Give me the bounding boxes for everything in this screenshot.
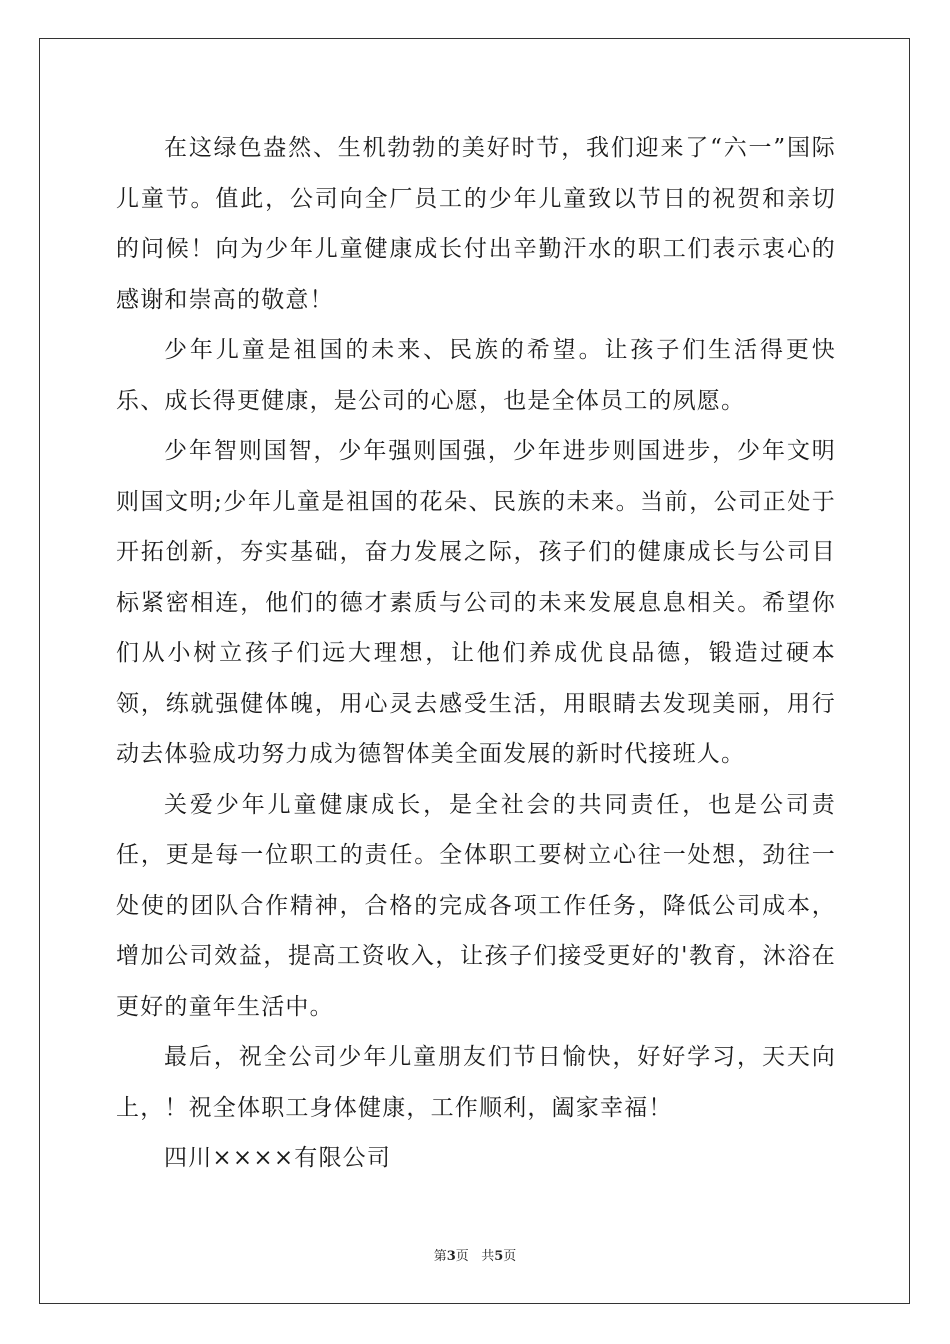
- footer-page-prefix: 第: [433, 1249, 447, 1264]
- footer-total-suffix: 页: [503, 1249, 517, 1264]
- footer-total-pages: 5: [494, 1249, 504, 1264]
- paragraph-youth: 少年智则国智，少年强则国强，少年进步则国进步，少年文明则国文明;少年儿童是祖国的花朵、民族的未来。当前，公司正处于开拓创新，夯实基础，奋力发展之际，孩子们的健康成长与公司目标紧密相连，他们的德才素质与公司的未来发展息息相关。希望你们从小树立孩子们远大理想，让他们养成优良品德，锻造过硬本领，练就强健体魄，用心灵去感受生活，用眼睛去发现美丽，用行动去体验成功努力成为德智体美全面发展的新时代接班人。: [116, 438, 836, 767]
- paragraph-greeting: 在这绿色盎然、生机勃勃的美好时节，我们迎来了“六一”国际儿童节。值此，公司向全厂员工的少年儿童致以节日的祝贺和亲切的问候！向为少年儿童健康成长付出辛勤汗水的职工们表示衷心的感谢和崇高的敬意！: [116, 135, 836, 313]
- paragraph-responsibility: 关爱少年儿童健康成长，是全社会的共同责任，也是公司责任，更是每一位职工的责任。全体职工要树立心往一处想，劲往一处使的团队合作精神，合格的完成各项工作任务，降低公司成本，增加公司效益，提高工资收入，让孩子们接受更好的'教育，沐浴在更好的童年生活中。: [116, 791, 836, 1020]
- footer-page-number: 3: [446, 1249, 456, 1264]
- document-body: [116, 123, 836, 1184]
- footer-total-prefix: 共: [481, 1249, 495, 1264]
- paragraph-future: 少年儿童是祖国的未来、民族的希望。让孩子们生活得更快乐、成长得更健康，是公司的心愿，也是全体员工的夙愿。: [116, 337, 836, 414]
- paragraph-closing: 最后，祝全公司少年儿童朋友们节日愉快，好好学习，天天向上，！祝全体职工身体健康，工作顺利，阖家幸福！: [116, 1044, 836, 1121]
- page-footer: [0, 1245, 950, 1264]
- signature-company: 四川××××有限公司: [164, 1145, 392, 1171]
- footer-page-suffix: 页: [455, 1249, 469, 1264]
